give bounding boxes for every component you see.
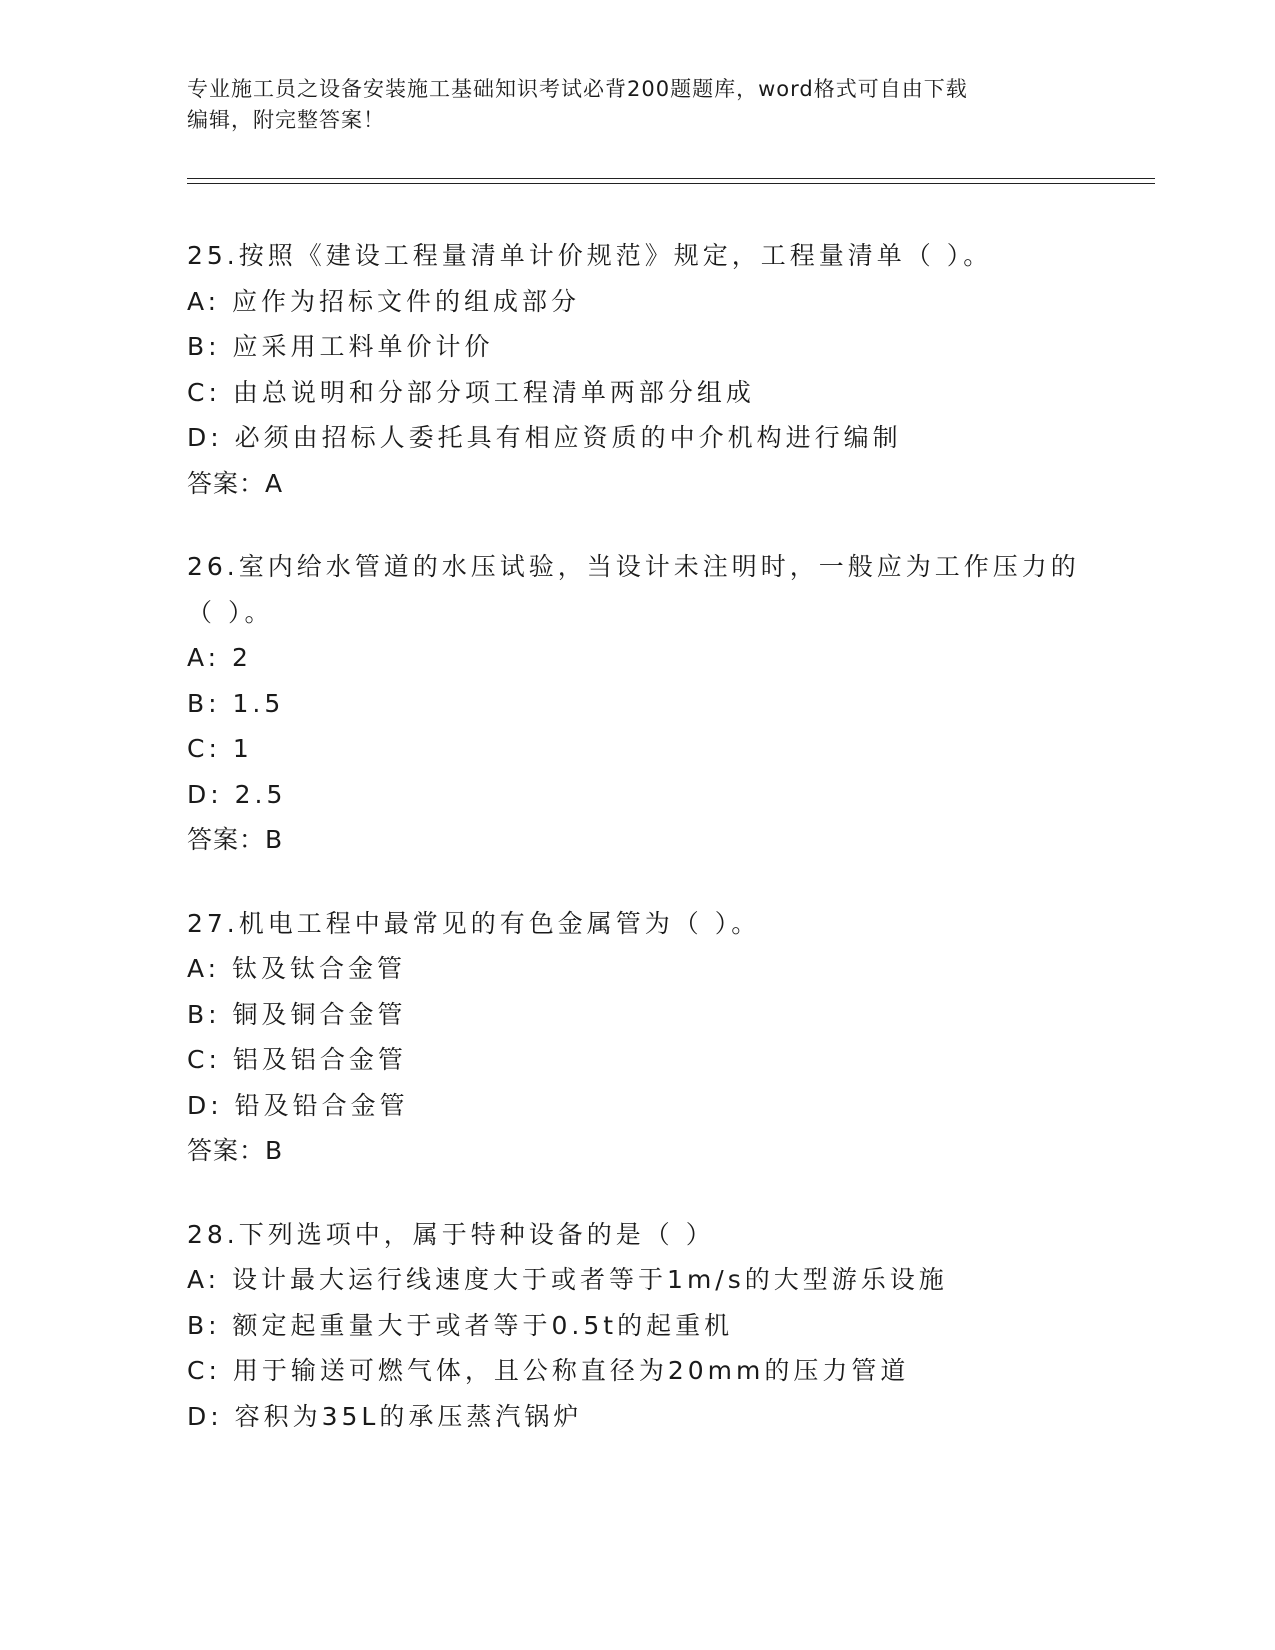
question-25	[187, 233, 1155, 506]
option-b: B: 应采用工料单价计价	[187, 332, 494, 361]
question-stem	[187, 901, 1155, 947]
question-stem-line-1: 26.室内给水管道的水压试验，当设计未注明时，一般应为工作压力的	[187, 552, 1080, 581]
answer-line: 答案：A	[187, 468, 284, 498]
question-stem	[187, 544, 1155, 635]
header-divider-bottom	[187, 183, 1155, 184]
question-stem-line-1: 25.按照《建设工程量清单计价规范》规定，工程量清单（ ）。	[187, 241, 993, 270]
question-stem	[187, 1212, 1155, 1258]
option-b: B: 1.5	[187, 688, 285, 718]
option-a: A: 2	[187, 643, 252, 672]
answer-line: 答案：B	[187, 825, 284, 854]
header-divider-top	[187, 178, 1155, 179]
question-26	[187, 544, 1155, 863]
question-28	[187, 1212, 1155, 1440]
option-d: D: 容积为35L的承压蒸汽锅炉	[187, 1401, 583, 1431]
header-line-1: 专业施工员之设备安装施工基础知识考试必背200题题库，word格式可自由下载	[187, 77, 968, 101]
option-d: D: 2.5	[187, 779, 287, 809]
option-c: C: 由总说明和分部分项工程清单两部分组成	[187, 377, 755, 407]
option-a: A: 钛及钛合金管	[187, 954, 407, 983]
option-d: D: 铅及铅合金管	[187, 1090, 409, 1120]
question-stem	[187, 233, 1155, 279]
question-list	[187, 233, 1155, 1477]
option-c: C: 用于输送可燃气体，且公称直径为20mm的压力管道	[187, 1356, 910, 1385]
answer-line: 答案：B	[187, 1136, 284, 1165]
option-d: D: 必须由招标人委托具有相应资质的中介机构进行编制	[187, 423, 902, 452]
option-b: B: 铜及铜合金管	[187, 999, 407, 1029]
header-line-2: 编辑，附完整答案！	[187, 108, 385, 132]
option-c: C: 1	[187, 734, 253, 763]
option-a: A: 应作为招标文件的组成部分	[187, 286, 581, 316]
question-stem-line-1: 27.机电工程中最常见的有色金属管为（ ）。	[187, 908, 761, 938]
option-a: A: 设计最大运行线速度大于或者等于1m/s的大型游乐设施	[187, 1265, 948, 1294]
question-stem-line-2: （ ）。	[187, 597, 274, 627]
question-stem-line-1: 28.下列选项中，属于特种设备的是（ ）	[187, 1219, 715, 1249]
question-27	[187, 901, 1155, 1174]
option-b: B: 额定起重量大于或者等于0.5t的起重机	[187, 1310, 734, 1340]
document-header	[187, 74, 1087, 136]
option-c: C: 铝及铝合金管	[187, 1045, 407, 1074]
